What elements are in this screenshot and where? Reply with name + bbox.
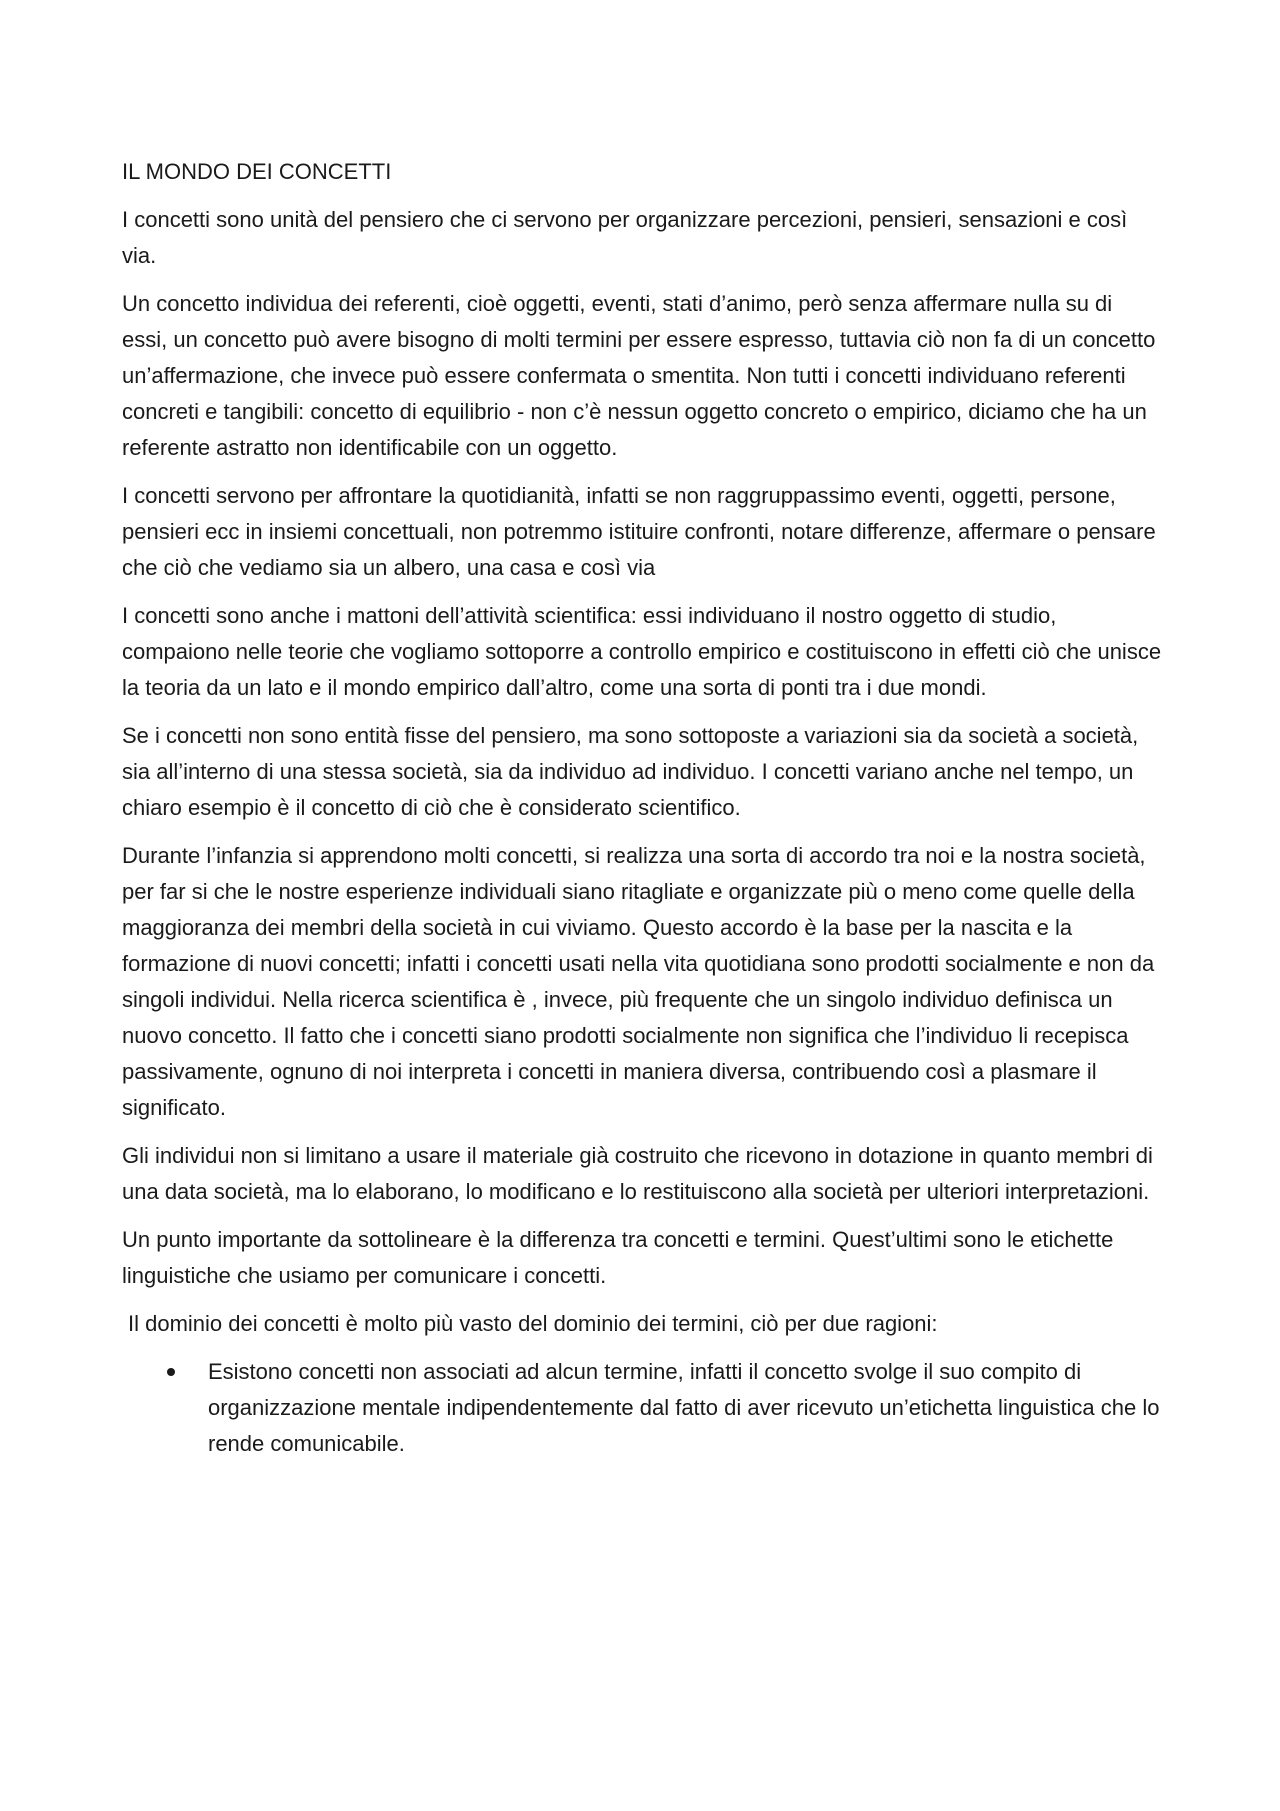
paragraph-1: I concetti sono unità del pensiero che ci servono per organizzare percezioni, pensieri, sensazioni e così via. [122,207,1128,268]
paragraph-3: I concetti servono per affrontare la quotidianità, infatti se non raggruppassimo eventi, oggetti, persone, pensieri ecc in insiemi concettuali, non potremmo istituire confronti, notare differenze, affermare o pensare che ciò che vediamo sia un albero, una casa e così via [122,483,1156,580]
paragraph-8: Un punto importante da sottolineare è la differenza tra concetti e termini. Quest’ultimi sono le etichette linguistiche che usiamo per comunicare i concetti. [122,1227,1114,1288]
paragraph-2: Un concetto individua dei referenti, cioè oggetti, eventi, stati d’animo, però senza affermare nulla su di essi, un concetto può avere bisogno di molti termini per essere espresso, tuttavia ciò non fa di un concetto un’affermazione, che invece può essere confermata o smentita. Non tutti i concetti individuano referenti concreti e tangibili: concetto di equilibrio - non c’è nessun oggetto concreto o empirico, diciamo che ha un referente astratto non identificabile con un oggetto. [122,291,1156,460]
paragraph-6: Durante l’infanzia si apprendono molti concetti, si realizza una sorta di accordo tra noi e la nostra società, per far si che le nostre esperienze individuali siano ritagliate e organizzate più o meno come quelle della maggioranza dei membri della società in cui viviamo. Questo accordo è la base per la nascita e la formazione di nuovi concetti; infatti i concetti usati nella vita quotidiana sono prodotti socialmente e non da singoli individui. Nella ricerca scientifica è , invece, più frequente che un singolo individuo definisca un nuovo concetto. Il fatto che i concetti siano prodotti socialmente non significa che l’individuo li recepisca passivamente, ognuno di noi interpreta i concetti in maniera diversa, contribuendo così a plasmare il significato. [122,843,1155,1120]
bullet-list [122,1354,1162,1462]
paragraph-7: Gli individui non si limitano a usare il materiale già costruito che ricevono in dotazione in quanto membri di una data società, ma lo elaborano, lo modificano e lo restituiscono alla società per ulteriori interpretazioni. [122,1143,1153,1204]
bullet-text: Esistono concetti non associati ad alcun termine, infatti il concetto svolge il suo compito di organizzazione mentale indipendentemente dal fatto di aver ricevuto un’etichetta linguistica che lo rende comunicabile. [208,1359,1160,1456]
paragraph-4: I concetti sono anche i mattoni dell’attività scientifica: essi individuano il nostro oggetto di studio, compaiono nelle teorie che vogliamo sottoporre a controllo empirico e costituiscono in effetti ciò che unisce la teoria da un lato e il mondo empirico dall’altro, come una sorta di ponti tra i due mondi. [122,603,1162,700]
paragraph-5: Se i concetti non sono entità fisse del pensiero, ma sono sottoposte a variazioni sia da società a società, sia all’interno di una stessa società, sia da individuo ad individuo. I concetti variano anche nel tempo, un chiaro esempio è il concetto di ciò che è considerato scientifico. [122,723,1139,820]
bullet-item [122,1354,1162,1462]
document-body [122,154,1162,1474]
document-title: IL MONDO DEI CONCETTI [122,159,392,184]
paragraph-9: Il dominio dei concetti è molto più vasto del dominio dei termini, ciò per due ragioni: [128,1311,938,1336]
bullet-dot-icon [167,1368,175,1376]
